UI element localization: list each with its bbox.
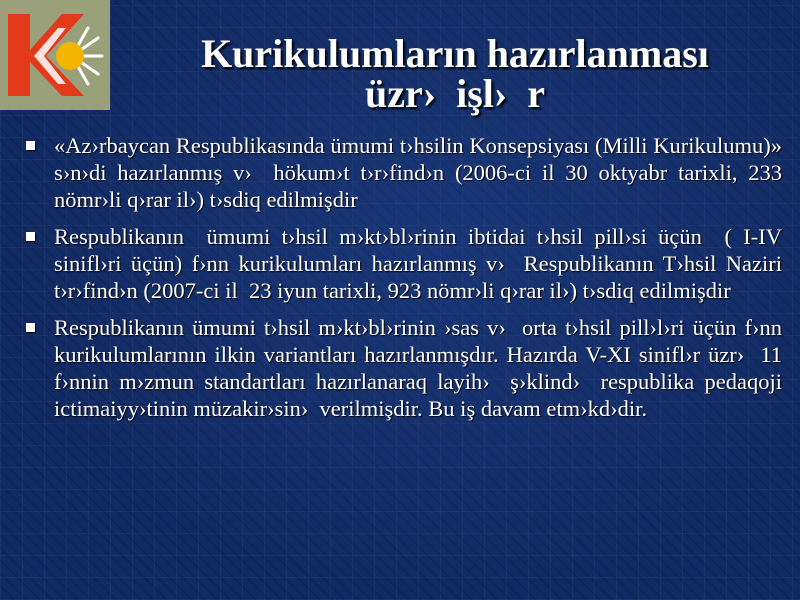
title-line-1: Kurikulumların hazırlanması [201,31,709,76]
title-line-2: üzr› işl› r [365,71,545,116]
square-bullet-icon [26,141,35,150]
list-item [14,223,788,304]
square-bullet-icon [26,323,35,332]
slide-title [120,31,790,116]
square-bullet-icon [26,232,35,241]
bullet-list [14,132,788,432]
list-item [14,132,788,213]
k-letter-sun-logo-icon [0,0,110,110]
list-item [14,314,788,422]
k-logo-icon [0,0,110,110]
bullet-text: Respublikanın ümumi t›hsil m›kt›bl›rinin ibtidai t›hsil pill›si üçün ( I-IV sinifl›ri üçün) f›nn kurikulumları hazırlanmış v› Respublikanın T›hsil Naziri t›r›find›n (2007-ci il 23 iyun tarixli, 923 nömr›li q›rar il›) t›sdiq edilmişdir [54,224,788,303]
bullet-text: «Az›rbaycan Respublikasında ümumi t›hsilin Konsepsiyası (Milli Kurikulumu)» s›n›di hazırlanmış v› hökum›t t›r›find›n (2006-ci il 30 oktyabr tarixli, 233 nömr›li q›rar il›) t›sdiq edilmişdir [54,133,788,212]
bullet-text: Respublikanın ümumi t›hsil m›kt›bl›rinin ›sas v› orta t›hsil pill›l›ri üçün f›nn kurikulumlarının ilkin variantları hazırlanmışdır. Hazırda V-XI sinifl›r üzr› 11 f›nnin m›zmun standartları hazırlanaraq layih› ş›klind› respublika pedaqoji ictimaiyy›tinin müzakir›sin› verilmişdir. Bu iş davam etm›kd›dir. [54,315,788,421]
